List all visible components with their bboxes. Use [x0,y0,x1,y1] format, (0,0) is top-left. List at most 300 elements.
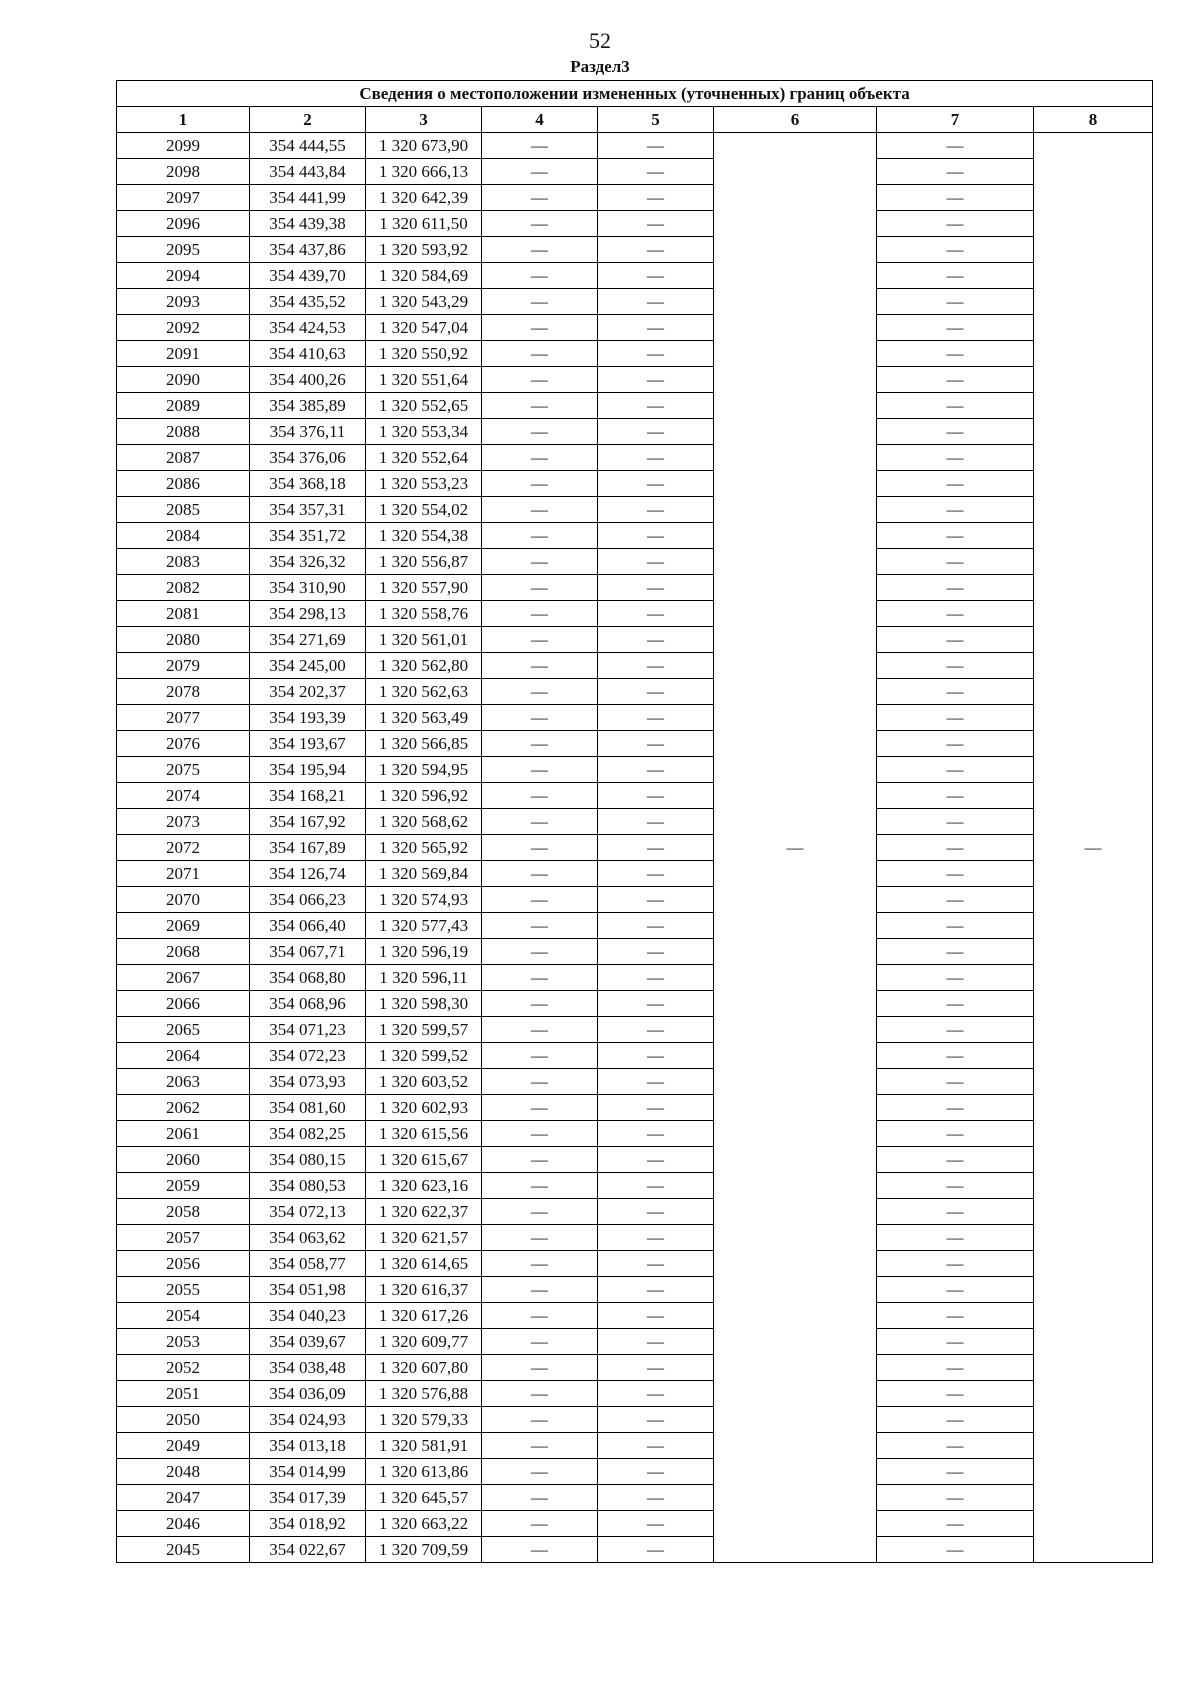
col5-dash-cell: — [598,757,714,783]
point-number-cell: 2080 [117,627,250,653]
point-number-cell: 2092 [117,315,250,341]
y-coordinate-cell: 1 320 613,86 [366,1459,482,1485]
col5-dash-cell: — [598,783,714,809]
col4-dash-cell: — [482,939,598,965]
table-row [117,601,1153,627]
col4-dash-cell: — [482,1017,598,1043]
col7-dash-cell: — [877,1329,1034,1355]
y-coordinate-cell: 1 320 554,38 [366,523,482,549]
col5-dash-cell: — [598,1407,714,1433]
y-coordinate-cell: 1 320 584,69 [366,263,482,289]
col5-dash-cell: — [598,159,714,185]
point-number-cell: 2094 [117,263,250,289]
col5-dash-cell: — [598,393,714,419]
x-coordinate-cell: 354 400,26 [250,367,366,393]
x-coordinate-cell: 354 126,74 [250,861,366,887]
col7-dash-cell: — [877,1511,1034,1537]
col5-dash-cell: — [598,211,714,237]
col4-dash-cell: — [482,913,598,939]
col5-dash-cell: — [598,497,714,523]
x-coordinate-cell: 354 167,89 [250,835,366,861]
table-row [117,133,1153,159]
col4-dash-cell: — [482,1511,598,1537]
point-number-cell: 2095 [117,237,250,263]
col4-dash-cell: — [482,1147,598,1173]
y-coordinate-cell: 1 320 574,93 [366,887,482,913]
col5-dash-cell: — [598,965,714,991]
x-coordinate-cell: 354 017,39 [250,1485,366,1511]
table-row [117,1173,1153,1199]
table-row [117,185,1153,211]
y-coordinate-cell: 1 320 566,85 [366,731,482,757]
y-coordinate-cell: 1 320 568,62 [366,809,482,835]
col7-dash-cell: — [877,1355,1034,1381]
col7-dash-cell: — [877,133,1034,159]
col5-dash-cell: — [598,913,714,939]
col5-dash-cell: — [598,289,714,315]
table-row [117,471,1153,497]
y-coordinate-cell: 1 320 616,37 [366,1277,482,1303]
col5-dash-cell: — [598,653,714,679]
y-coordinate-cell: 1 320 561,01 [366,627,482,653]
table-row [117,393,1153,419]
col4-dash-cell: — [482,601,598,627]
col5-dash-cell: — [598,1095,714,1121]
col7-dash-cell: — [877,731,1034,757]
col5-dash-cell: — [598,1043,714,1069]
col7-dash-cell: — [877,1433,1034,1459]
col5-dash-cell: — [598,1303,714,1329]
col4-dash-cell: — [482,887,598,913]
point-number-cell: 2072 [117,835,250,861]
col7-dash-cell: — [877,159,1034,185]
table-row [117,1407,1153,1433]
col4-dash-cell: — [482,549,598,575]
point-number-cell: 2067 [117,965,250,991]
col7-dash-cell: — [877,549,1034,575]
table-row [117,1121,1153,1147]
table-row [117,1459,1153,1485]
col5-dash-cell: — [598,835,714,861]
x-coordinate-cell: 354 376,06 [250,445,366,471]
column-header-2: 2 [250,107,366,133]
y-coordinate-cell: 1 320 562,63 [366,679,482,705]
x-coordinate-cell: 354 039,67 [250,1329,366,1355]
section-label: Раздел3 [570,57,630,76]
col4-dash-cell: — [482,965,598,991]
point-number-cell: 2078 [117,679,250,705]
point-number-cell: 2052 [117,1355,250,1381]
x-coordinate-cell: 354 072,13 [250,1199,366,1225]
col4-dash-cell: — [482,367,598,393]
y-coordinate-cell: 1 320 598,30 [366,991,482,1017]
x-coordinate-cell: 354 068,80 [250,965,366,991]
col7-dash-cell: — [877,1407,1034,1433]
col7-dash-cell: — [877,289,1034,315]
col5-dash-cell: — [598,1173,714,1199]
col4-dash-cell: — [482,133,598,159]
point-number-cell: 2048 [117,1459,250,1485]
col4-dash-cell: — [482,653,598,679]
col7-dash-cell: — [877,1043,1034,1069]
y-coordinate-cell: 1 320 615,56 [366,1121,482,1147]
col7-dash-cell: — [877,1251,1034,1277]
col7-dash-cell: — [877,861,1034,887]
table-row [117,1381,1153,1407]
col7-dash-cell: — [877,913,1034,939]
point-number-cell: 2091 [117,341,250,367]
col7-dash-cell: — [877,1017,1034,1043]
x-coordinate-cell: 354 435,52 [250,289,366,315]
col4-dash-cell: — [482,419,598,445]
point-number-cell: 2075 [117,757,250,783]
table-row [117,497,1153,523]
col4-dash-cell: — [482,315,598,341]
y-coordinate-cell: 1 320 599,57 [366,1017,482,1043]
table-row [117,861,1153,887]
col4-dash-cell: — [482,1069,598,1095]
col7-dash-cell: — [877,445,1034,471]
point-number-cell: 2053 [117,1329,250,1355]
y-coordinate-cell: 1 320 602,93 [366,1095,482,1121]
col4-dash-cell: — [482,289,598,315]
col5-dash-cell: — [598,1199,714,1225]
point-number-cell: 2079 [117,653,250,679]
col7-dash-cell: — [877,263,1034,289]
col7-dash-cell: — [877,211,1034,237]
col5-dash-cell: — [598,731,714,757]
col4-dash-cell: — [482,159,598,185]
table-row [117,809,1153,835]
table-row [117,939,1153,965]
col7-dash-cell: — [877,1537,1034,1563]
col7-dash-cell: — [877,1459,1034,1485]
x-coordinate-cell: 354 310,90 [250,575,366,601]
point-number-cell: 2055 [117,1277,250,1303]
x-coordinate-cell: 354 038,48 [250,1355,366,1381]
col4-dash-cell: — [482,1095,598,1121]
point-number-cell: 2071 [117,861,250,887]
col7-dash-cell: — [877,1147,1034,1173]
col7-dash-cell: — [877,1199,1034,1225]
point-number-cell: 2046 [117,1511,250,1537]
table-row [117,1251,1153,1277]
y-coordinate-cell: 1 320 556,87 [366,549,482,575]
y-coordinate-cell: 1 320 547,04 [366,315,482,341]
col4-dash-cell: — [482,211,598,237]
table-row [117,1277,1153,1303]
col4-dash-cell: — [482,1121,598,1147]
point-number-cell: 2086 [117,471,250,497]
table-row [117,627,1153,653]
col5-dash-cell: — [598,1485,714,1511]
col5-dash-cell: — [598,341,714,367]
col5-dash-cell: — [598,1225,714,1251]
col7-dash-cell: — [877,1095,1034,1121]
column-header-8: 8 [1034,107,1153,133]
col5-dash-cell: — [598,523,714,549]
table-row [117,679,1153,705]
col7-dash-cell: — [877,965,1034,991]
y-coordinate-cell: 1 320 709,59 [366,1537,482,1563]
y-coordinate-cell: 1 320 603,52 [366,1069,482,1095]
col5-dash-cell: — [598,549,714,575]
table-row [117,757,1153,783]
y-coordinate-cell: 1 320 607,80 [366,1355,482,1381]
y-coordinate-cell: 1 320 557,90 [366,575,482,601]
point-number-cell: 2084 [117,523,250,549]
y-coordinate-cell: 1 320 579,33 [366,1407,482,1433]
col4-dash-cell: — [482,263,598,289]
col7-dash-cell: — [877,1485,1034,1511]
col7-dash-cell: — [877,835,1034,861]
col4-dash-cell: — [482,1459,598,1485]
column-header-3: 3 [366,107,482,133]
col5-dash-cell: — [598,861,714,887]
col4-dash-cell: — [482,1537,598,1563]
col5-dash-cell: — [598,1355,714,1381]
point-number-cell: 2063 [117,1069,250,1095]
page-number: 52 [589,28,611,53]
point-number-cell: 2085 [117,497,250,523]
point-number-cell: 2050 [117,1407,250,1433]
col4-dash-cell: — [482,497,598,523]
col7-dash-cell: — [877,393,1034,419]
table-body [117,133,1153,1563]
col7-dash-cell: — [877,757,1034,783]
col5-dash-cell: — [598,1277,714,1303]
table-row [117,523,1153,549]
col5-dash-cell: — [598,809,714,835]
y-coordinate-cell: 1 320 551,64 [366,367,482,393]
table-row [117,341,1153,367]
x-coordinate-cell: 354 443,84 [250,159,366,185]
x-coordinate-cell: 354 013,18 [250,1433,366,1459]
x-coordinate-cell: 354 051,98 [250,1277,366,1303]
x-coordinate-cell: 354 014,99 [250,1459,366,1485]
y-coordinate-cell: 1 320 577,43 [366,913,482,939]
point-number-cell: 2087 [117,445,250,471]
col5-dash-cell: — [598,679,714,705]
x-coordinate-cell: 354 437,86 [250,237,366,263]
col7-dash-cell: — [877,419,1034,445]
col4-dash-cell: — [482,1225,598,1251]
point-number-cell: 2062 [117,1095,250,1121]
col4-dash-cell: — [482,627,598,653]
table-caption: Сведения о местоположении измененных (уточненных) границ объекта [117,81,1153,107]
col4-dash-cell: — [482,1485,598,1511]
table-row [117,1537,1153,1563]
x-coordinate-cell: 354 072,23 [250,1043,366,1069]
col4-dash-cell: — [482,523,598,549]
table-row [117,445,1153,471]
col5-dash-cell: — [598,1459,714,1485]
y-coordinate-cell: 1 320 558,76 [366,601,482,627]
col4-dash-cell: — [482,1407,598,1433]
table-row [117,965,1153,991]
x-coordinate-cell: 354 058,77 [250,1251,366,1277]
col4-dash-cell: — [482,1381,598,1407]
point-number-cell: 2056 [117,1251,250,1277]
table-row [117,783,1153,809]
x-coordinate-cell: 354 326,32 [250,549,366,575]
col7-dash-cell: — [877,341,1034,367]
point-number-cell: 2061 [117,1121,250,1147]
col5-dash-cell: — [598,991,714,1017]
point-number-cell: 2077 [117,705,250,731]
table-row [117,913,1153,939]
x-coordinate-cell: 354 368,18 [250,471,366,497]
y-coordinate-cell: 1 320 611,50 [366,211,482,237]
point-number-cell: 2088 [117,419,250,445]
col7-dash-cell: — [877,523,1034,549]
x-coordinate-cell: 354 193,67 [250,731,366,757]
y-coordinate-cell: 1 320 599,52 [366,1043,482,1069]
point-number-cell: 2074 [117,783,250,809]
point-number-cell: 2045 [117,1537,250,1563]
col5-dash-cell: — [598,575,714,601]
table-row [117,237,1153,263]
col4-dash-cell: — [482,705,598,731]
col7-dash-cell: — [877,679,1034,705]
x-coordinate-cell: 354 439,70 [250,263,366,289]
col5-dash-cell: — [598,1511,714,1537]
col4-dash-cell: — [482,809,598,835]
y-coordinate-cell: 1 320 576,88 [366,1381,482,1407]
col5-dash-cell: — [598,887,714,913]
col4-dash-cell: — [482,1303,598,1329]
x-coordinate-cell: 354 036,09 [250,1381,366,1407]
x-coordinate-cell: 354 410,63 [250,341,366,367]
point-number-cell: 2070 [117,887,250,913]
y-coordinate-cell: 1 320 623,16 [366,1173,482,1199]
table-row [117,575,1153,601]
col7-dash-cell: — [877,1225,1034,1251]
y-coordinate-cell: 1 320 645,57 [366,1485,482,1511]
col7-dash-cell: — [877,315,1034,341]
col4-dash-cell: — [482,1043,598,1069]
table-row [117,367,1153,393]
y-coordinate-cell: 1 320 596,19 [366,939,482,965]
y-coordinate-cell: 1 320 663,22 [366,1511,482,1537]
col7-dash-cell: — [877,1303,1034,1329]
col7-dash-cell: — [877,601,1034,627]
y-coordinate-cell: 1 320 622,37 [366,1199,482,1225]
col7-dash-cell: — [877,1277,1034,1303]
x-coordinate-cell: 354 167,92 [250,809,366,835]
y-coordinate-cell: 1 320 615,67 [366,1147,482,1173]
col4-dash-cell: — [482,185,598,211]
col5-dash-cell: — [598,367,714,393]
point-number-cell: 2065 [117,1017,250,1043]
col7-dash-cell: — [877,939,1034,965]
y-coordinate-cell: 1 320 609,77 [366,1329,482,1355]
table-row [117,315,1153,341]
col5-dash-cell: — [598,185,714,211]
point-number-cell: 2068 [117,939,250,965]
col8-merged-dash-cell: — [1034,133,1153,1563]
point-number-cell: 2049 [117,1433,250,1459]
point-number-cell: 2060 [117,1147,250,1173]
column-header-7: 7 [877,107,1034,133]
col5-dash-cell: — [598,1433,714,1459]
point-number-cell: 2097 [117,185,250,211]
column-header-6: 6 [714,107,877,133]
col4-dash-cell: — [482,1329,598,1355]
y-coordinate-cell: 1 320 554,02 [366,497,482,523]
col4-dash-cell: — [482,679,598,705]
x-coordinate-cell: 354 024,93 [250,1407,366,1433]
table-row [117,1095,1153,1121]
col5-dash-cell: — [598,1121,714,1147]
y-coordinate-cell: 1 320 550,92 [366,341,482,367]
x-coordinate-cell: 354 071,23 [250,1017,366,1043]
col5-dash-cell: — [598,1251,714,1277]
point-number-cell: 2054 [117,1303,250,1329]
col7-dash-cell: — [877,367,1034,393]
x-coordinate-cell: 354 298,13 [250,601,366,627]
col7-dash-cell: — [877,575,1034,601]
col6-merged-dash-cell: — [714,133,877,1563]
col5-dash-cell: — [598,627,714,653]
col7-dash-cell: — [877,809,1034,835]
table-row [117,991,1153,1017]
point-number-cell: 2090 [117,367,250,393]
col5-dash-cell: — [598,263,714,289]
point-number-cell: 2064 [117,1043,250,1069]
col4-dash-cell: — [482,1251,598,1277]
col7-dash-cell: — [877,185,1034,211]
y-coordinate-cell: 1 320 614,65 [366,1251,482,1277]
col5-dash-cell: — [598,1329,714,1355]
x-coordinate-cell: 354 018,92 [250,1511,366,1537]
col7-dash-cell: — [877,653,1034,679]
col4-dash-cell: — [482,1199,598,1225]
table-row [117,211,1153,237]
col7-dash-cell: — [877,705,1034,731]
column-header-4: 4 [482,107,598,133]
y-coordinate-cell: 1 320 673,90 [366,133,482,159]
table-row [117,263,1153,289]
col4-dash-cell: — [482,1433,598,1459]
x-coordinate-cell: 354 168,21 [250,783,366,809]
col7-dash-cell: — [877,1069,1034,1095]
x-coordinate-cell: 354 063,62 [250,1225,366,1251]
table-row [117,549,1153,575]
y-coordinate-cell: 1 320 621,57 [366,1225,482,1251]
table-row [117,1485,1153,1511]
table-row [117,1147,1153,1173]
table-row [117,1433,1153,1459]
column-header-row [117,107,1153,133]
point-number-cell: 2099 [117,133,250,159]
col5-dash-cell: — [598,1069,714,1095]
table-row [117,1303,1153,1329]
col7-dash-cell: — [877,887,1034,913]
point-number-cell: 2069 [117,913,250,939]
col5-dash-cell: — [598,1147,714,1173]
table-row [117,159,1153,185]
col5-dash-cell: — [598,419,714,445]
col4-dash-cell: — [482,835,598,861]
y-coordinate-cell: 1 320 553,34 [366,419,482,445]
col4-dash-cell: — [482,757,598,783]
point-number-cell: 2098 [117,159,250,185]
table-row [117,1355,1153,1381]
table-row [117,1199,1153,1225]
col5-dash-cell: — [598,471,714,497]
y-coordinate-cell: 1 320 552,64 [366,445,482,471]
